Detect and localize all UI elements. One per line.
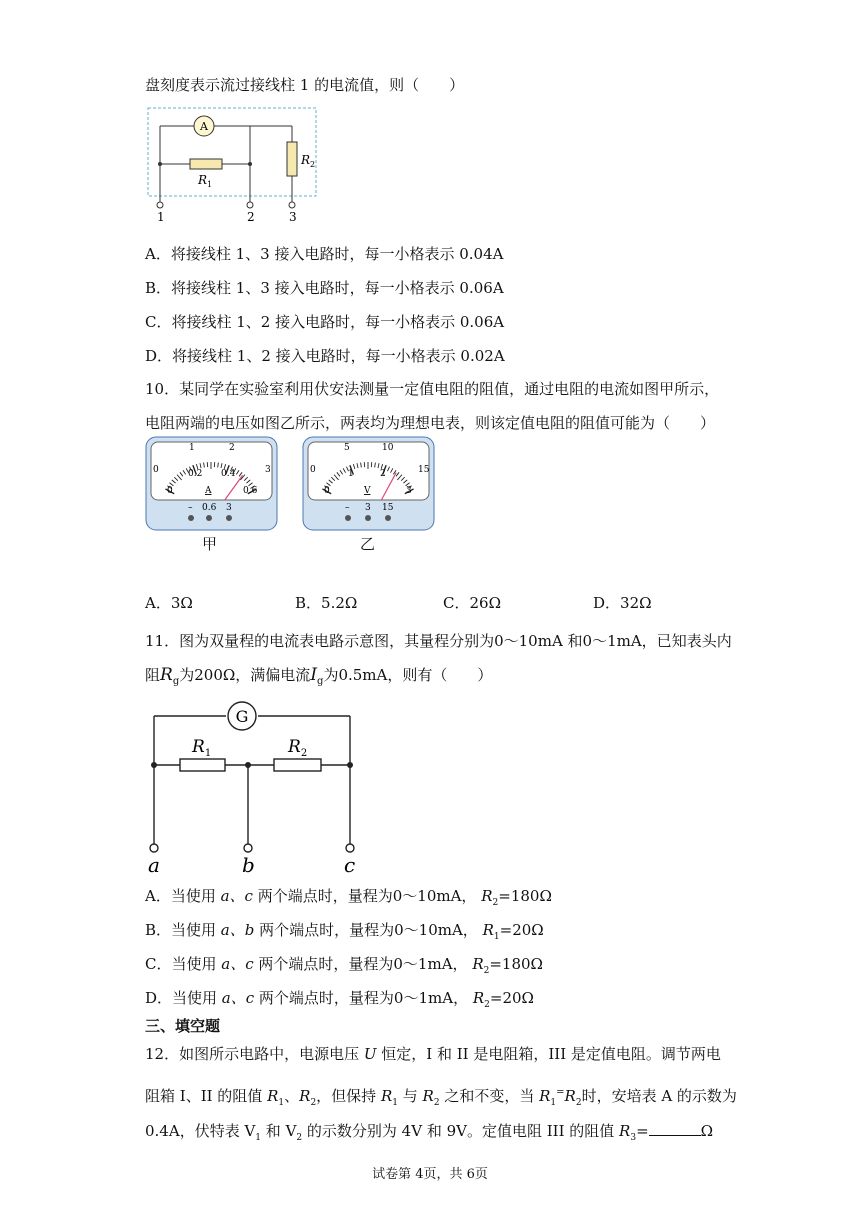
q11-terminal-b: b [242,853,255,877]
svg-text:1: 1 [189,443,195,453]
svg-text:2: 2 [380,469,386,479]
svg-text:15: 15 [382,503,394,513]
q9-option-c: C．将接线柱 1、2 接入电路时，每一小格表示 0.06A [145,313,505,331]
q11-line-2: 阻$R_g$为200Ω，满偏电流$I_g$为0.5mA，则有（ ） [145,665,493,687]
ammeter-unit: A [205,486,212,496]
q11-line-1: 11．图为双量程的电流表电路示意图，其量程分别为0～10mA 和0～1mA，已知表头内 [145,632,732,650]
svg-text:3: 3 [226,503,232,513]
svg-text:15: 15 [418,465,430,475]
q9-ammeter-label: A [200,120,208,133]
page-footer: 试卷第 4页，共 6页 [372,1167,488,1182]
q11-option-c: C．当使用 a、c 两个端点时，量程为0～1mA， $R_2=180\Omega$ [145,955,543,976]
svg-text:10: 10 [382,443,394,453]
svg-text:0.6: 0.6 [243,486,258,496]
q9-option-b: B．将接线柱 1、3 接入电路时，每一小格表示 0.06A [145,279,504,297]
q11-r1-label: $R_1$ [192,737,212,759]
svg-text:–: – [345,503,350,513]
ammeter-caption: 甲 [202,535,218,553]
svg-text:1: 1 [348,469,354,479]
q11-terminal-a: a [148,853,160,877]
q10-option-b: B．5.2Ω [295,594,358,612]
svg-text:5: 5 [344,443,350,453]
q9-terminal-3: 3 [289,210,297,224]
svg-text:2: 2 [229,443,235,453]
svg-text:3: 3 [365,503,371,513]
q9-r2-resistor [287,142,297,176]
q9-r1-label: $R_1$ [198,173,213,189]
q12-line-2: 阻箱 I、II 的阻值 $R_1$、$R_2$，但保持 $R_1$ 与 $R_2$ 之和不变，当 $R_1^=R_2$时，安培表 A 的示数为 [145,1087,737,1108]
q9-terminal-2: 2 [247,210,255,224]
section-heading: 三、填空题 [145,1017,221,1035]
q9-circuit-figure [140,104,330,226]
q9-r1-resistor [190,159,222,169]
q10-option-c: C．26Ω [443,594,502,612]
q10-line-2: 电阻两端的电压如图乙所示，两表均为理想电表，则该定值电阻的阻值可能为（ ） [145,414,716,432]
q11-r2-label: $R_2$ [288,737,308,759]
svg-text:0: 0 [153,465,159,475]
q10-option-a: A．3Ω [145,594,193,612]
q12-line-3: 0.4A，伏特表 $V_1$ 和 $V_2$ 的示数分别为 4V 和 9V。定值电阻 III 的阻值 $R_3= \Omega$ [145,1122,714,1143]
voltmeter-unit: V [364,486,371,496]
q9-r2-label: $R_2$ [301,153,316,169]
q11-option-d: D．当使用 a、c 两个端点时，量程为0～1mA， $R_2=20\Omega$ [145,989,534,1010]
q11-terminal-c: c [344,853,356,877]
q12-line-1: 12．如图所示电路中，电源电压 U 恒定，I 和 II 是电阻箱，III 是定值电阻。调节两电 [145,1045,721,1063]
q11-option-b: B．当使用 a、b 两个端点时，量程为0～10mA， $R_1=20\Omega$ [145,921,544,942]
svg-text:3: 3 [265,465,271,475]
q11-option-a: A．当使用 a、c 两个端点时，量程为0～10mA， $R_2=180\Omega$ [145,887,552,908]
svg-text:–: – [188,503,193,513]
q11-circuit-figure [140,700,370,878]
svg-text:0: 0 [167,486,173,496]
q9-stem: 盘刻度表示流过接线柱 1 的电流值，则（ ） [145,76,465,94]
q11-r2-resistor [274,759,321,771]
voltmeter-figure [302,436,436,532]
svg-text:0.2: 0.2 [188,469,203,479]
q10-option-d: D．32Ω [593,594,652,612]
svg-text:0.4: 0.4 [221,469,236,479]
svg-text:0: 0 [324,486,330,496]
q9-terminal-1: 1 [157,210,165,224]
svg-text:0.6: 0.6 [202,503,217,513]
galvanometer-label: G [235,707,249,726]
q12-answer-blank[interactable] [649,1121,701,1136]
q9-option-a: A．将接线柱 1、3 接入电路时，每一小格表示 0.04A [145,245,504,263]
q9-option-d: D．将接线柱 1、2 接入电路时，每一小格表示 0.02A [145,347,505,365]
svg-text:0: 0 [310,465,316,475]
ammeter-figure [145,436,279,532]
svg-text:3: 3 [406,486,412,496]
q11-r1-resistor [180,759,225,771]
voltmeter-caption: 乙 [360,535,376,553]
q10-line-1: 10．某同学在实验室利用伏安法测量一定值电阻的阻值，通过电阻的电流如图甲所示， [145,380,720,398]
